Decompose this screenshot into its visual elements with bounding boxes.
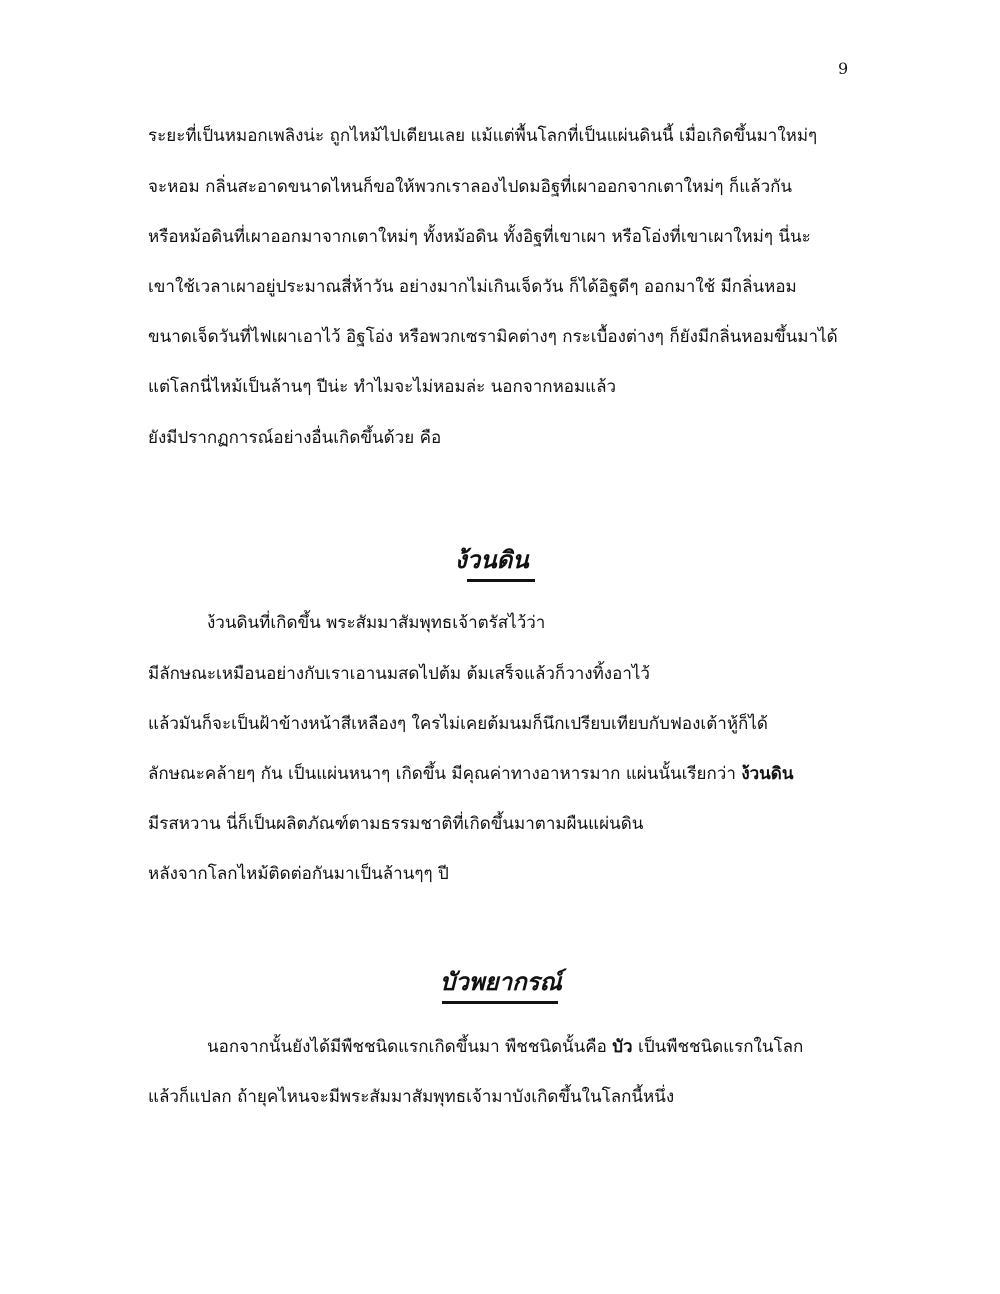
- paragraph-line: ขนาดเจ็ดวันที่ไฟเผาเอาไว้ อิฐโอ่ง หรือพวกเซรามิคต่างๆ กระเบื้องต่างๆ ก็ยังมีกลิ่นหอมขึ้นมาได้: [148, 327, 838, 347]
- paragraph-text: เป็นพืชชนิดแรกในโลก: [632, 1037, 804, 1057]
- paragraph-line: จะหอม กลิ่นสะอาดขนาดไหนก็ขอให้พวกเราลองไปดมอิฐที่เผาออกจากเตาใหม่ๆ ก็แล้วกัน: [148, 177, 793, 197]
- paragraph-line: หลังจากโลกไหม้ติดต่อกันมาเป็นล้านๆๆ ปี: [148, 864, 449, 884]
- bold-term: ง้วนดิน: [741, 764, 794, 784]
- paragraph-line: แต่โลกนี่ไหม้เป็นล้านๆ ปีน่ะ ทำไมจะไม่หอมล่ะ นอกจากหอมแล้ว: [148, 377, 617, 397]
- paragraph-line: แล้วมันก็จะเป็นฝ้าข้างหน้าสีเหลืองๆ ใครไม่เคยต้มนมก็นึกเปรียบเทียบกับฟองเต้าหู้ก็ได้: [148, 714, 768, 734]
- paragraph-text: ลักษณะคล้ายๆ กัน เป็นแผ่นหนาๆ เกิดขึ้น มีคุณค่าทางอาหารมาก แผ่นนั้นเรียกว่า: [148, 764, 742, 784]
- paragraph-line: มีลักษณะเหมือนอย่างกับเราเอานมสดไปต้ม ต้มเสร็จแล้วก็วางทิ้งอาไว้: [148, 664, 650, 684]
- paragraph-text: นอกจากนั้นยังได้มีพืชชนิดแรกเกิดขึ้นมา พืชชนิดนั้นคือ: [207, 1037, 613, 1057]
- section-heading-bua-phayakon: บัวพยากรณ์: [440, 967, 562, 996]
- paragraph-line: [148, 762, 793, 786]
- paragraph-line: มีรสหวาน นี่ก็เป็นผลิตภัณฑ์ตามธรรมชาติที่เกิดขึ้นมาตามผืนแผ่นดิน: [148, 814, 644, 834]
- paragraph-line: หรือหม้อดินที่เผาออกมาจากเตาใหม่ๆ ทั้งหม้อดิน ทั้งอิฐที่เขาเผา หรือโอ่งที่เขาเผาใหม่ๆ นี่นะ: [148, 227, 811, 247]
- paragraph-line: ระยะที่เป็นหมอกเพลิงน่ะ ถูกไหม้ไปเตียนเลย แม้แต่พื้นโลกที่เป็นแผ่นดินนี้ เมื่อเกิดขึ้นมาใหม่ๆ: [148, 126, 818, 146]
- paragraph-line: ง้วนดินที่เกิดขึ้น พระสัมมาสัมพุทธเจ้าตรัสไว้ว่า: [207, 613, 546, 633]
- section-heading-ngwan-din: ง้วนดิน: [455, 545, 529, 574]
- heading-underline: [442, 1001, 558, 1004]
- bold-term: บัว: [612, 1037, 633, 1057]
- paragraph-line: [207, 1035, 803, 1059]
- heading-underline: [467, 579, 535, 582]
- paragraph-line: แล้วก็แปลก ถ้ายุคไหนจะมีพระสัมมาสัมพุทธเจ้ามาบังเกิดขึ้นในโลกนี้หนึ่ง: [148, 1087, 675, 1107]
- page-number: 9: [838, 59, 849, 78]
- paragraph-line: เขาใช้เวลาเผาอยู่ประมาณสี่ห้าวัน อย่างมากไม่เกินเจ็ดวัน ก็ได้อิฐดีๆ ออกมาใช้ มีกลิ่นหอม: [148, 277, 797, 297]
- paragraph-line: ยังมีปรากฏการณ์อย่างอื่นเกิดขึ้นด้วย คือ: [148, 428, 442, 448]
